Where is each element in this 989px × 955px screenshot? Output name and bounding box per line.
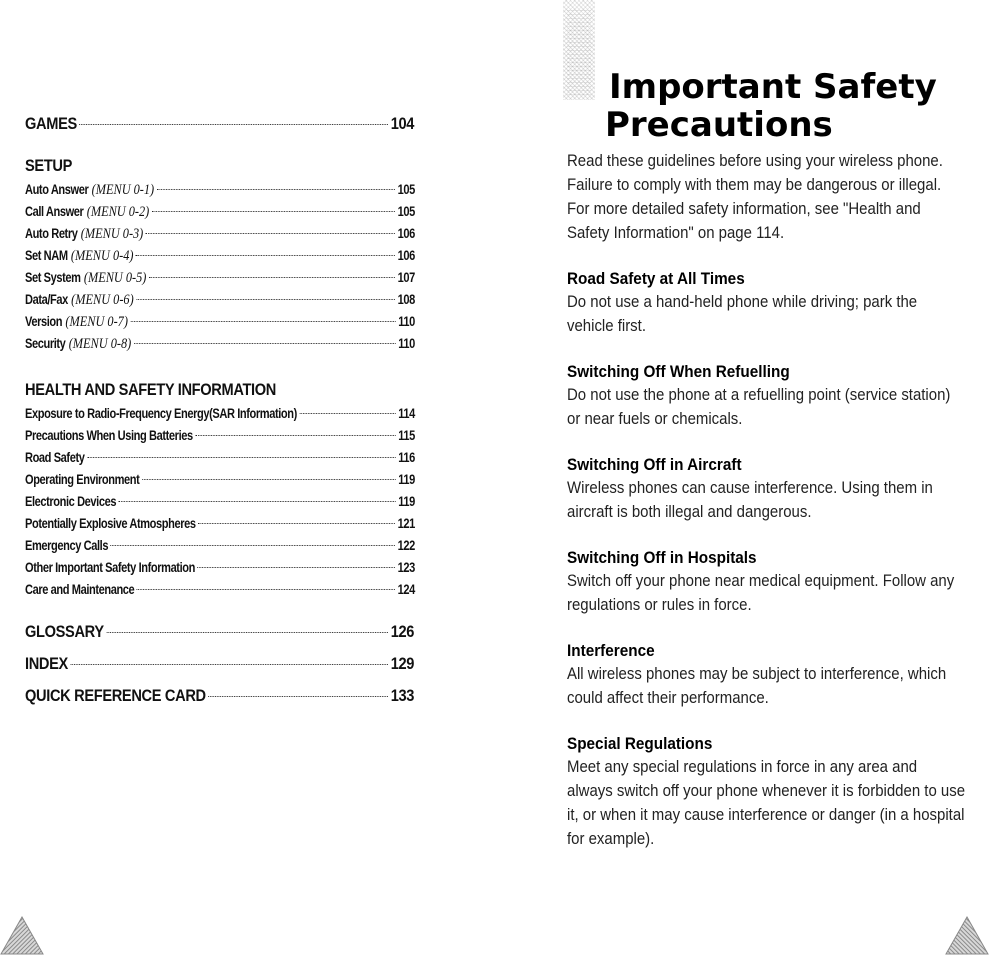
toc-entry-games[interactable] (25, 114, 414, 134)
section-heading: Switching Off When Refuelling (567, 362, 790, 381)
toc-entry-setup[interactable] (25, 182, 415, 204)
toc-entry-page: 106 (397, 248, 415, 263)
toc-entry-menu-code: (MENU 0-4) (70, 248, 134, 264)
toc-entry-page: 110 (398, 336, 415, 351)
toc-entry-page: 106 (397, 226, 415, 241)
toc-section-setup (25, 156, 415, 358)
title-shade-decoration (563, 0, 595, 100)
dot-leader (87, 457, 396, 458)
dot-leader (208, 696, 388, 697)
toc-entry-health[interactable] (25, 406, 415, 428)
toc-entry-title: Set NAM (25, 248, 68, 263)
toc-entry-title: Security (25, 336, 66, 351)
toc-entry-title: GAMES (25, 114, 77, 133)
safety-content (567, 149, 967, 851)
dot-leader (106, 632, 388, 633)
toc-entry-title: Exposure to Radio-Frequency Energy(SAR Information) (25, 406, 297, 421)
toc-entry-page: 126 (390, 622, 415, 641)
toc-entry-title: Road Safety (25, 450, 85, 465)
toc-entry-setup[interactable] (25, 292, 415, 314)
section-heading: Road Safety at All Times (567, 269, 745, 288)
toc-entry-index[interactable] (25, 654, 414, 674)
section-body: Do not use the phone at a refuelling point (service station) or near fuels or chemicals. (567, 385, 951, 428)
section-body: Do not use a hand-held phone while driving; park the vehicle first. (567, 292, 918, 335)
section-heading: Switching Off in Hospitals (567, 548, 757, 567)
toc-entry-page: 122 (397, 538, 415, 553)
triangle-page-marker-icon (0, 915, 44, 955)
dot-leader (197, 567, 395, 568)
page-title-line-2: Precautions (605, 105, 833, 145)
toc-entry-page: 107 (397, 270, 415, 285)
toc-entry-health[interactable] (25, 494, 415, 516)
safety-section (567, 733, 967, 851)
toc-entry-title: Set System (25, 270, 81, 285)
toc-entry-title: Auto Answer (25, 182, 89, 197)
toc-entry-health[interactable] (25, 560, 415, 582)
toc-entry-title: Electronic Devices (25, 494, 117, 509)
toc-heading-setup: SETUP (25, 156, 73, 175)
toc-entry-page: 116 (398, 450, 415, 465)
dot-leader (136, 299, 395, 300)
toc-entry-title: Version (25, 314, 63, 329)
toc-entry-page: 121 (397, 516, 415, 531)
dot-leader (142, 479, 396, 480)
dot-leader (146, 233, 395, 234)
dot-leader (195, 435, 396, 436)
safety-section (567, 268, 967, 338)
section-body: Meet any special regulations in force in any area and always switch off your phone whenever it is forbidden to use it, or when it may cause interference or danger (in a hospital for example). (567, 757, 966, 848)
dot-leader (134, 343, 396, 344)
triangle-page-marker-icon (945, 915, 989, 955)
toc-entry-page: 123 (397, 560, 415, 575)
toc-entry-setup[interactable] (25, 248, 415, 270)
toc-entry-page: 119 (398, 472, 415, 487)
toc-entry-menu-code: (MENU 0-6) (71, 292, 134, 308)
toc-entry-page: 124 (397, 582, 415, 597)
toc-entry-health[interactable] (25, 582, 415, 604)
toc-entry-title: GLOSSARY (25, 622, 104, 641)
toc-entry-menu-code: (MENU 0-5) (83, 270, 147, 286)
toc-entry-health[interactable] (25, 538, 415, 560)
toc-entry-title: Other Important Safety Information (25, 560, 195, 575)
toc-entry-health[interactable] (25, 450, 415, 472)
toc-entry-glossary[interactable] (25, 622, 414, 642)
toc-entry-quick-reference-card[interactable] (25, 686, 414, 706)
section-heading: Special Regulations (567, 734, 713, 753)
toc-heading-health: HEALTH AND SAFETY INFORMATION (25, 380, 277, 399)
toc-entry-title: Care and Maintenance (25, 582, 135, 597)
dot-leader (111, 545, 396, 546)
section-body: Switch off your phone near medical equipment. Follow any regulations or rules in force. (567, 571, 955, 614)
toc-section-health (25, 380, 415, 604)
toc-entry-menu-code: (MENU 0-1) (91, 182, 155, 198)
toc-entry-setup[interactable] (25, 336, 415, 358)
toc-entry-page: 115 (398, 428, 415, 443)
toc-entry-title: INDEX (25, 654, 68, 673)
toc-entry-setup[interactable] (25, 204, 415, 226)
toc-entry-title: Data/Fax (25, 292, 68, 307)
dot-leader (79, 124, 388, 125)
section-heading: Interference (567, 641, 655, 660)
toc-entry-page: 110 (398, 314, 415, 329)
section-heading: Switching Off in Aircraft (567, 455, 742, 474)
toc-entry-page: 119 (398, 494, 415, 509)
toc-entry-health[interactable] (25, 516, 415, 538)
toc-entry-title: Precautions When Using Batteries (25, 428, 193, 443)
dot-leader (152, 211, 395, 212)
dot-leader (136, 255, 395, 256)
dot-leader (149, 277, 395, 278)
dot-leader (299, 413, 395, 414)
dot-leader (198, 523, 395, 524)
toc-entry-menu-code: (MENU 0-8) (68, 336, 132, 352)
dot-leader (119, 501, 396, 502)
toc-entry-title: Call Answer (25, 204, 84, 219)
toc-entry-health[interactable] (25, 472, 415, 494)
section-body: All wireless phones may be subject to interference, which could affect their performance. (567, 664, 947, 707)
toc-entry-menu-code: (MENU 0-2) (86, 204, 150, 220)
toc-entry-menu-code: (MENU 0-7) (65, 314, 128, 330)
page-title-line-1: Important Safety (609, 67, 937, 107)
safety-section (567, 454, 967, 524)
toc-entry-page: 114 (398, 406, 415, 421)
dot-leader (137, 589, 395, 590)
toc-entry-setup[interactable] (25, 226, 415, 248)
dot-leader (157, 189, 396, 190)
toc-entry-page: 104 (390, 114, 415, 133)
toc-entry-page: 105 (397, 204, 415, 219)
toc-entry-page: 133 (390, 686, 415, 705)
intro-paragraph: Read these guidelines before using your wireless phone. Failure to comply with them may be dangerous or illegal. For more detailed safety information, see "Health and Safety Information" on page 114. (567, 151, 943, 242)
safety-section (567, 361, 967, 431)
dot-leader (71, 664, 389, 665)
dot-leader (130, 321, 395, 322)
toc-entry-menu-code: (MENU 0-3) (80, 226, 144, 242)
page-title (605, 68, 937, 144)
toc-entry-health[interactable] (25, 428, 415, 450)
toc-entry-title: Potentially Explosive Atmospheres (25, 516, 196, 531)
safety-section (567, 640, 967, 710)
toc-entry-title: Operating Environment (25, 472, 140, 487)
table-of-contents (25, 114, 415, 706)
toc-entry-title: Emergency Calls (25, 538, 109, 553)
toc-entry-title: QUICK REFERENCE CARD (25, 686, 206, 705)
toc-entry-setup[interactable] (25, 314, 415, 336)
safety-section (567, 547, 967, 617)
toc-entry-page: 105 (397, 182, 415, 197)
section-body: Wireless phones can cause interference. Using them in aircraft is both illegal and dangerous. (567, 478, 933, 521)
toc-entry-title: Auto Retry (25, 226, 78, 241)
toc-entry-page: 108 (397, 292, 415, 307)
toc-entry-setup[interactable] (25, 270, 415, 292)
toc-entry-page: 129 (390, 654, 415, 673)
